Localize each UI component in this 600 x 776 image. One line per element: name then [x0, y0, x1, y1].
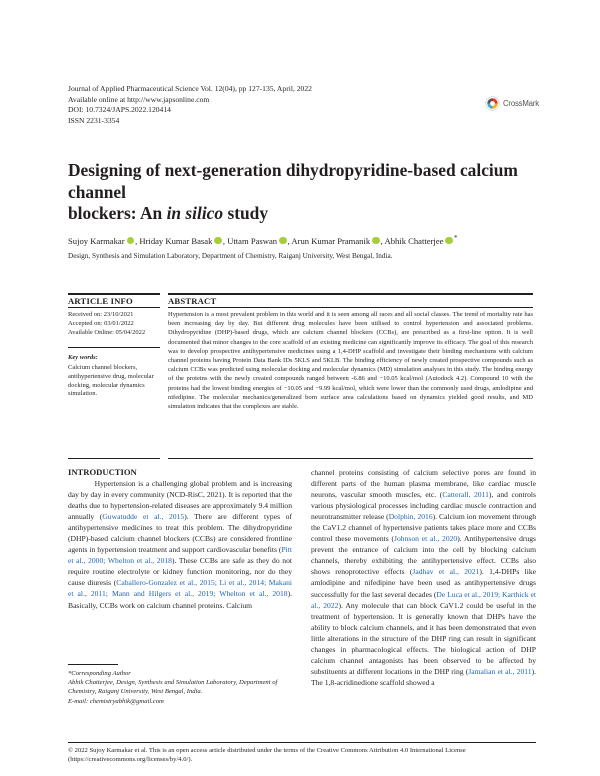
- orcid-icon[interactable]: [127, 237, 135, 245]
- intro-text: ). Antihypertensive drugs prevent the entrance of calcium into the cell by blocking calcium channels, thereby exhibiting the antihypertensive effect. CCBs also shows renoprotective effects (: [311, 534, 536, 577]
- issn: ISSN 2231-3354: [68, 115, 120, 125]
- intro-text: ). Calcium ion movement through the CaV1.2 channel of hypertensive patients takes place more and CCBs control these movements (: [311, 512, 536, 544]
- citation-link[interactable]: Catterall, 2011: [442, 490, 489, 500]
- citation-link[interactable]: Johnson et al., 2020: [394, 534, 458, 544]
- info-top-rule: [68, 293, 160, 295]
- footnote-rule: [68, 664, 118, 665]
- corresponding-author: [68, 669, 298, 706]
- orcid-icon[interactable]: [445, 237, 453, 245]
- corresponding-email[interactable]: E-mail: chemistryabhik@gmail.com: [68, 697, 164, 705]
- intro-text: ). Any molecule that can block CaV1.2 could be useful in the treatment of hypertension. It is generally known that DHPs have the ability to block calcium channels, and it has been demonstrated that even little alterations in the structure of the DHP ring can result in significant changes in pharmacological effects. The biological action of DHP calcium channel antagonists has been observed to be affected by substituents at different locations in the DHP ring (: [311, 600, 536, 676]
- title-line-2b: in silico: [166, 203, 224, 223]
- abstract-heading-rule: [168, 307, 533, 308]
- crossmark-icon: [485, 96, 500, 111]
- citation-link[interactable]: Dolphin, 2016: [388, 512, 433, 522]
- intro-right-column: [311, 467, 536, 688]
- citation-link[interactable]: Guwatudde et al., 2015: [102, 512, 185, 522]
- journal-website[interactable]: Available online at http://www.japsonline.com: [68, 94, 210, 104]
- intro-text: ), and controls various physiological processes including cardiac muscle contraction and neurotransmitter release (: [311, 490, 536, 522]
- available-date: Available Online: 05/04/2022: [68, 329, 146, 337]
- citation-link[interactable]: De Luca et al., 2019; Karthick et al., 2022: [311, 589, 536, 610]
- author-name: Abhik Chatterjee: [384, 235, 444, 246]
- copyright-footer: © 2022 Sujoy Karmakar et al. This is an open access article distributed under the terms of the Creative Commons Attribution 4.0 International License (https://creativecommons.org/licenses/by/4.0/).: [68, 747, 466, 764]
- journal-header: [68, 84, 428, 126]
- author-name: Uttam Paswan: [227, 235, 278, 246]
- citation-link[interactable]: Jadhav et al., 2021: [412, 567, 480, 577]
- orcid-icon[interactable]: [279, 237, 287, 245]
- author-name: Arun Kumar Pramanik: [291, 235, 371, 246]
- info-bottom-rule: [68, 458, 160, 459]
- corresponding-heading: *Corresponding Author: [68, 670, 131, 677]
- orcid-icon[interactable]: [372, 237, 380, 245]
- corresponding-mark: *: [453, 234, 458, 242]
- intro-text: ). There are different types of antihypertensive medicines to treat this problem. The dihydropyridine (DHP)-based calcium channel blockers (CCBs) are considered frontline agents in hypertension treatment and support cardiovascular benefits (: [68, 512, 293, 555]
- intro-text: ). These CCBs are safe as they do not require routine electrolyte or kidney function monitoring, nor do they cause diuresis (: [68, 556, 292, 588]
- intro-text: Hypertension is a challenging global problem and is increasing day by day in every community (NCD-RisC, 2021). It is reported that the deaths due to hypertension-related diseases are approximately 9.4 million annually (: [68, 479, 292, 522]
- intro-text: ). Basically, CCBs work on calcium channel proteins. Calcium: [68, 589, 292, 610]
- title-line-1: Designing of next-generation dihydropyridine-based calcium channel: [68, 160, 518, 202]
- corresponding-name: Abhik Chatterjee, Design, Synthesis and Simulation Laboratory, Department of Chemistry, Raiganj University, West Bengal, India.: [68, 679, 278, 696]
- footer-rule: [68, 742, 536, 743]
- article-info-heading: ARTICLE INFO: [68, 296, 133, 306]
- journal-citation: Journal of Applied Pharmaceutical Science Vol. 12(04), pp 127-135, April, 2022: [68, 84, 312, 93]
- introduction-heading: INTRODUCTION: [68, 467, 137, 477]
- paper-title: [68, 160, 548, 225]
- intro-text: ). The 1,8-acridinedione scaffold showed a: [311, 666, 536, 687]
- citation-link[interactable]: Pitt et al., 2000; Whelton et al., 2018: [68, 545, 292, 566]
- intro-text: channel proteins consisting of calcium selective pores are found in different parts of the human plasma membrane, like cardiac muscle neurons, vascular smooth muscles, etc. (: [311, 468, 536, 500]
- keywords-rule: [68, 347, 160, 348]
- author-name: Hriday Kumar Basak: [139, 235, 213, 246]
- author-list: Sujoy Karmakar , Hriday Kumar Basak , Uttam Paswan , Arun Kumar Pramanik , Abhik Chatterjee *: [68, 234, 458, 246]
- accepted-date: Accepted on: 03/01/2022: [68, 320, 134, 328]
- crossmark-badge[interactable]: [485, 94, 545, 112]
- title-line-2a: blockers: An: [68, 203, 167, 223]
- keywords: Calcium channel blockers, antihypertensive drug, molecular docking, molecular dynamics simulation.: [68, 364, 154, 398]
- intro-text: ). 1,4-DHPs like amlodipine and nifedipine have been used as antihypertensive drugs successfully for the last several decades (: [311, 567, 536, 599]
- abstract-bottom-rule: [168, 458, 533, 459]
- citation-link[interactable]: Jamalian et al., 2011: [468, 666, 532, 676]
- received-date: Received on: 23/10/2021: [68, 311, 134, 318]
- abstract-top-rule: [168, 293, 533, 295]
- title-line-2c: study: [223, 203, 269, 223]
- keywords-label: Key words:: [68, 354, 98, 361]
- doi[interactable]: DOI: 10.7324/JAPS.2022.120414: [68, 105, 171, 115]
- info-heading-rule: [68, 307, 160, 308]
- orcid-icon[interactable]: [214, 237, 222, 245]
- article-dates: [68, 310, 160, 338]
- citation-link[interactable]: Caballero-Gonzalez et al., 2015; Li et al., 2014; Makani et al., 2011; Mann and Hilgers et al., 2019; Whelton et al., 2018: [68, 578, 292, 599]
- abstract-heading: ABSTRACT: [168, 296, 217, 306]
- crossmark-label: CrossMark: [503, 98, 539, 108]
- abstract-text: Hypertension is a most prevalent problem in this world and it is seen among all races and all social classes. The trend of mortality rate has been increasing day by day. But different drug molecules have been utilised to control hypertension and associated problems. Dihydropyridine (DHP)-based drugs, which are calcium channel blockers (CCBs), are prescribed as a first-line option. It is well documented that minor changes to the core scaffold of an existing medicine can significantly improve its efficacy. The goal of this research was to develop prospective antihypertensive medicines using a 1,4-DHP scaffold and investigate their binding mechanisms with calcium channel proteins having Protein Data Bank IDs 5KLS and 5KLB. The binding efficiency of newly created prospective compounds such as calcium CCBs was predicted using molecular docking and molecular dynamics (MD) simulation analyses in this study. The binding energy of the proteins with the newly created compounds ranged between -6.86 and −10.05 kcal/mol (Autodock 4.2). Compound 10 with the proteins had the lowest binding energies of −10.05 and −9.99 kcal/mol, which were lower than the commonly used drugs, amlodipine and nifedipine. The molecular mechanics/generalized born surface area calculations based on dynamics yielded good results, and MD simulation indicates that the complexes are stable.: [168, 311, 533, 411]
- affiliation: Design, Synthesis and Simulation Laboratory, Department of Chemistry, Raiganj University, West Bengal, India.: [68, 252, 393, 260]
- intro-left-column: [68, 478, 292, 611]
- author-name: Sujoy Karmakar: [68, 235, 125, 246]
